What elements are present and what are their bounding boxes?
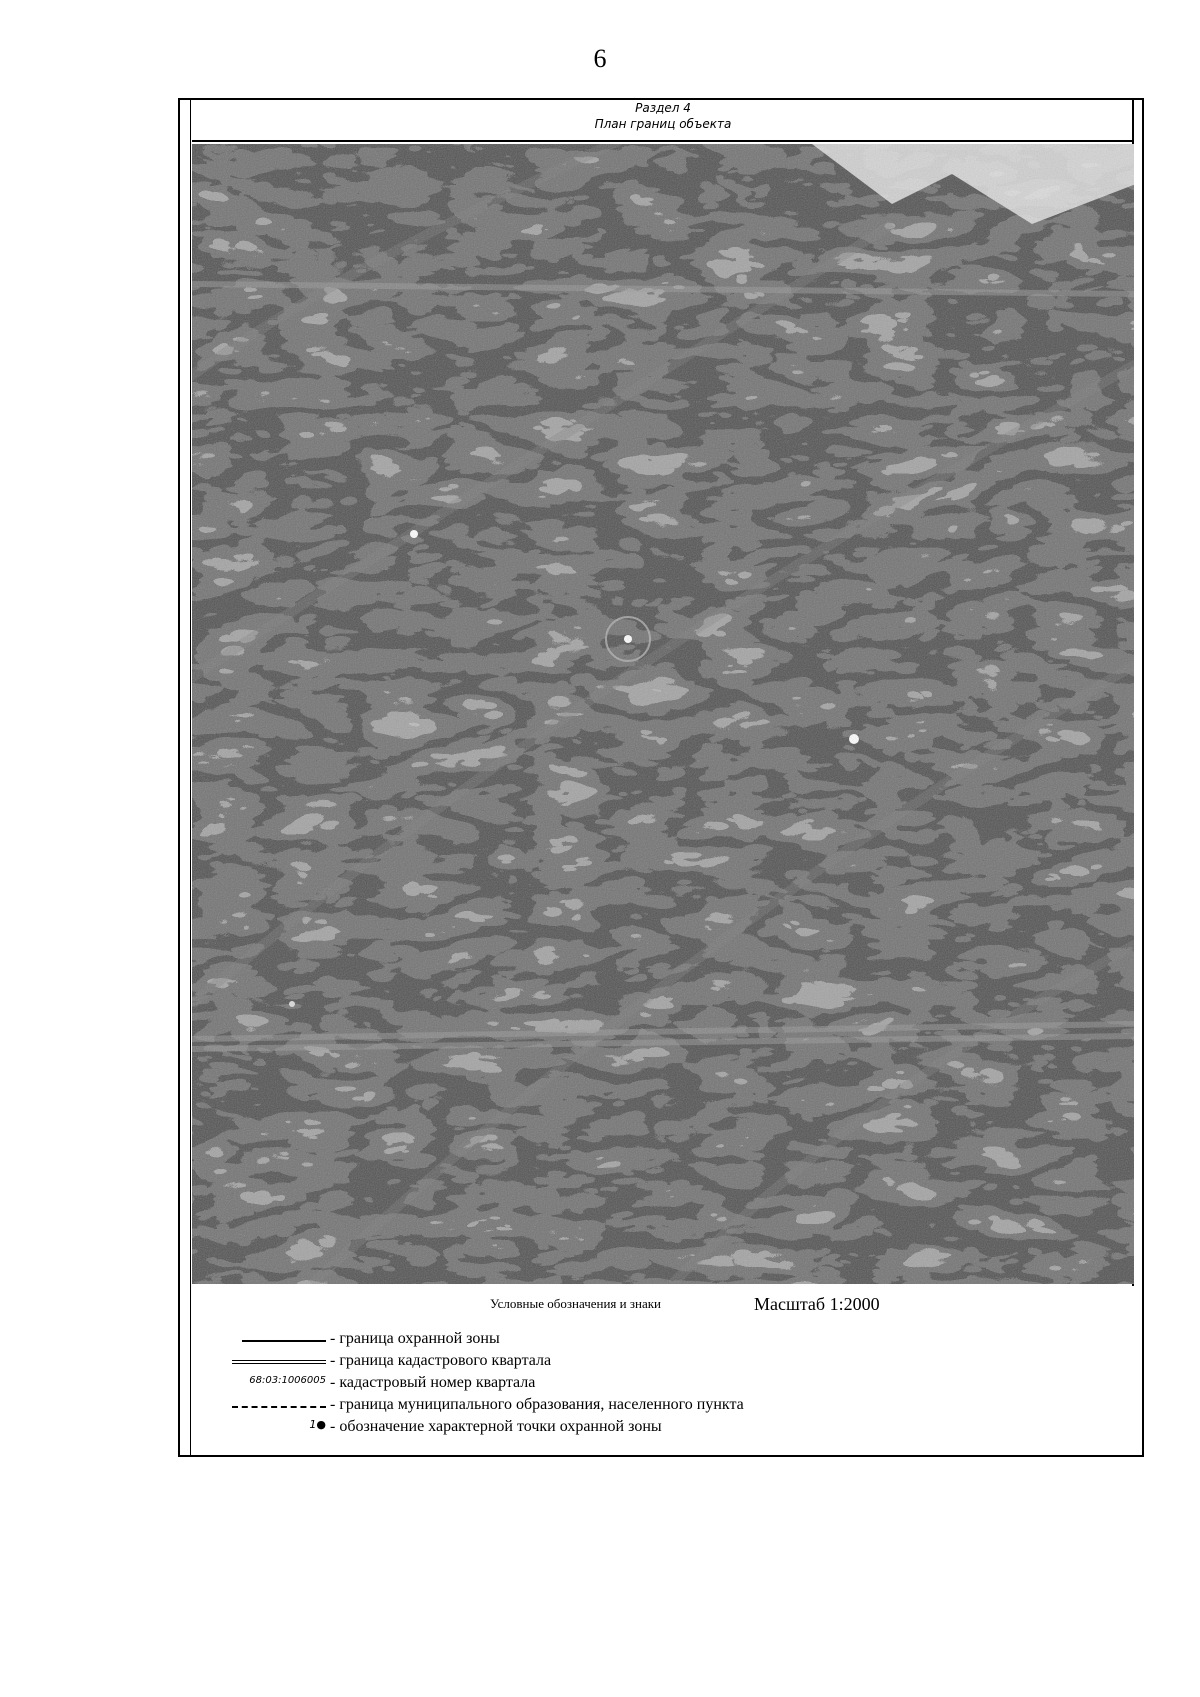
section-title: Раздел 4 <box>635 101 691 115</box>
legend-item-text: - обозначение характерной точки охранной зоны <box>330 1418 662 1435</box>
frame-inner-border <box>190 100 191 1455</box>
legend-item-text: - граница муниципального образования, населенного пункта <box>330 1396 744 1413</box>
plan-subtitle: План границ объекта <box>594 117 732 131</box>
legend-item-text: - граница охранной зоны <box>330 1330 500 1347</box>
dashed-line-icon <box>212 1396 326 1416</box>
legend-title: Условные обозначения и знаки <box>490 1296 661 1311</box>
legend-item-text: - кадастровый номер квартала <box>330 1374 536 1391</box>
plan-header <box>192 100 1134 142</box>
legend <box>192 1286 1134 1455</box>
boundary-line-icon <box>212 1330 326 1350</box>
point-marker-icon: 1● <box>309 1418 326 1431</box>
page-number: 6 <box>593 44 607 73</box>
map-image <box>192 144 1134 1284</box>
legend-item-text: - граница кадастрового квартала <box>330 1352 552 1369</box>
plan-frame <box>178 98 1144 1457</box>
double-line-icon <box>212 1352 326 1372</box>
map-scale: Масштаб 1:2000 <box>754 1294 880 1314</box>
point-number: 1 <box>309 1418 317 1431</box>
cadastral-code-sample: 68:03:1006005 <box>249 1375 326 1386</box>
map-raster <box>192 144 1134 1284</box>
